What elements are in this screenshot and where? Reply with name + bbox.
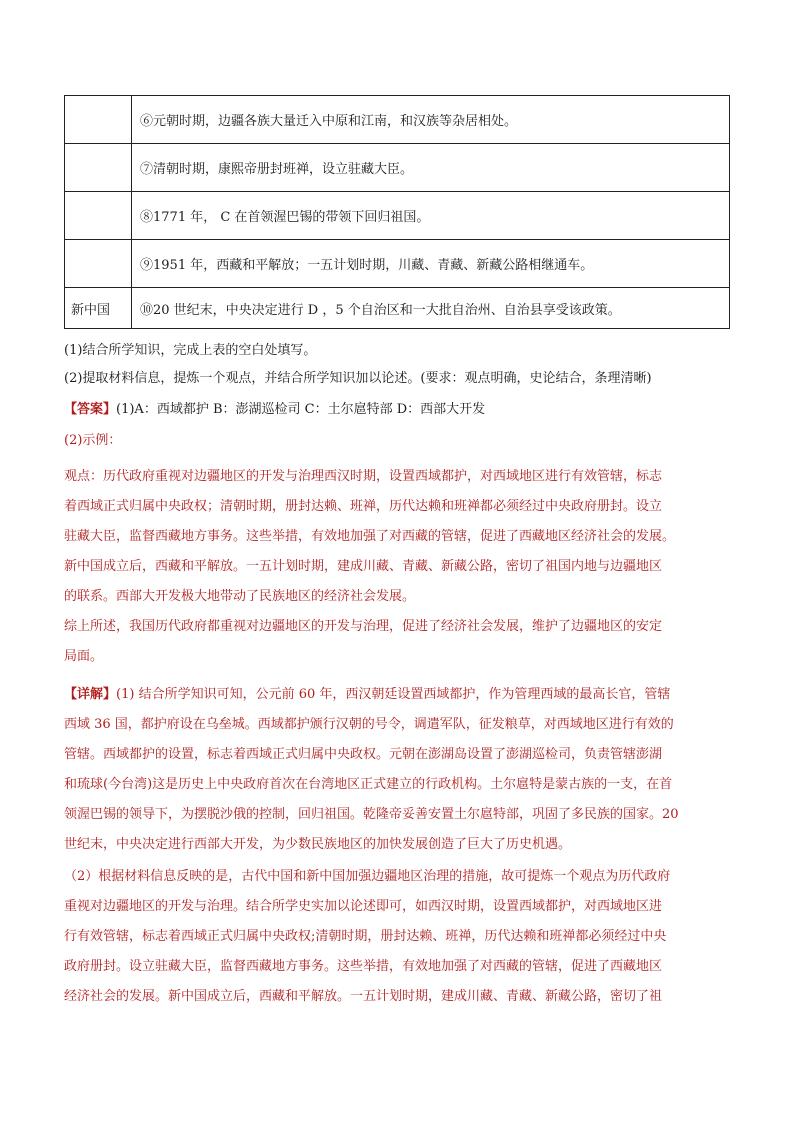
detail-line: （2）根据材料信息反映的是，古代中国和新中国加强边疆地区治理的措施，故可提炼一个观点为历代政府 [64, 869, 671, 884]
content-cell: ⑦清朝时期，康熙帝册封班禅，设立驻藏大臣。 [132, 144, 730, 192]
content-cell: ⑩20 世纪末，中央决定进行 D ，5 个自治区和一大批自治州、自治县享受该政策。 [132, 288, 730, 329]
detail-line: 西域 36 国，都护府设在乌垒城。西域都护颁行汉朝的号令，调遣军队，征发粮草，对西域地区进行有效的 [64, 717, 674, 732]
viewpoint-line: 新中国成立后，西藏和平解放。一五计划时期，建成川藏、青藏、新藏公路，密切了祖国内地与边疆地区 [64, 559, 663, 574]
era-cell [65, 144, 132, 192]
detail-line: (1) 结合所学知识可知，公元前 60 年，西汉朝廷设置西域都护，作为管理西域的最高长官，管辖 [116, 687, 671, 702]
answer-heading [64, 399, 730, 420]
content-cell: ⑧1771 年， C 在首领渥巴锡的带领下回归祖国。 [132, 192, 730, 240]
detail-line: 行有效管辖，标志着西域正式归属中央政权;清朝时期，册封达赖、班禅，历代达赖和班禅都必须经过中央 [64, 929, 667, 944]
detail-line: 和琉球(今台湾)这是历史上中央政府首次在台湾地区正式建立的行政机构。土尔扈特是蒙古族的一支，在首 [64, 777, 673, 792]
detail-line: 世纪末，中央决定进行西部大开发，为少数民族地区的加快发展创造了巨大了历史机遇。 [64, 837, 572, 852]
history-table [64, 95, 730, 329]
answer-line-2: (2)示例： [64, 433, 122, 448]
viewpoint-block [64, 462, 730, 672]
era-cell [65, 192, 132, 240]
viewpoint-line: 局面。 [64, 649, 104, 664]
detail-block-1 [64, 680, 730, 860]
detail-line: 领渥巴锡的领导下，为摆脱沙俄的控制，回归祖国。乾隆帝妥善安置土尔扈特部，巩固了多民族的国家。20 [64, 807, 679, 822]
viewpoint-line: 综上所述，我国历代政府都重视对边疆地区的开发与治理，促进了经济社会发展，维护了边疆地区的安定 [64, 619, 663, 634]
viewpoint-line: 着西域正式归属中央政权；清朝时期，册封达赖、班禅，历代达赖和班禅都必须经过中央政府册封。设立 [64, 499, 663, 514]
detail-line: 重视对边疆地区的开发与治理。结合所学史实加以论述即可，如西汉时期，设置西域都护，对西域地区进 [64, 899, 663, 914]
detail-line: 管辖。西域都护的设置，标志着西域正式归属中央政权。元朝在澎湖岛设置了澎湖巡检司，负责管辖澎湖 [64, 747, 663, 762]
detail-line: 经济社会的发展。新中国成立后，西藏和平解放。一五计划时期，建成川藏、青藏、新藏公路，密切了祖 [64, 989, 663, 1004]
content-cell: ⑨1951 年，西藏和平解放；一五计划时期，川藏、青藏、新藏公路相继通车。 [132, 240, 730, 288]
question-2: (2)提取材料信息，提炼一个观点，并结合所学知识加以论述。(要求：观点明确，史论结合，条理清晰) [64, 371, 652, 386]
era-cell [65, 240, 132, 288]
table-row [65, 240, 730, 288]
table-row [65, 144, 730, 192]
table-row [65, 192, 730, 240]
era-cell: 新中国 [65, 288, 132, 329]
detail-first-line [64, 680, 730, 710]
detail-line: 政府册封。设立驻藏大臣，监督西藏地方事务。这些举措，有效地加强了对西藏的管辖，促进了西藏地区 [64, 959, 663, 974]
viewpoint-line: 驻藏大臣，监督西藏地方事务。这些举措，有效地加强了对西藏的管辖，促进了西藏地区经济社会的发展。 [64, 529, 676, 544]
answer-tag: 【答案】 [64, 402, 117, 417]
question-1: (1)结合所学知识，完成上表的空白处填写。 [64, 343, 317, 358]
answer-line-1: (1)A：西域都护 B：澎湖巡检司 C：土尔扈特部 D：西部大开发 [116, 402, 486, 417]
era-cell [65, 96, 132, 144]
table-row [65, 96, 730, 144]
detail-block-2 [64, 862, 730, 1012]
viewpoint-line: 的联系。西部大开发极大地带动了民族地区的经济社会发展。 [64, 589, 416, 604]
table-row [65, 288, 730, 329]
detail-tag: 【详解】 [64, 687, 117, 702]
viewpoint-line: 观点：历代政府重视对边疆地区的开发与治理西汉时期，设置西域都护，对西域地区进行有效管辖，标志 [64, 469, 663, 484]
content-cell: ⑥元朝时期，边疆各族大量迁入中原和江南，和汉族等杂居相处。 [132, 96, 730, 144]
